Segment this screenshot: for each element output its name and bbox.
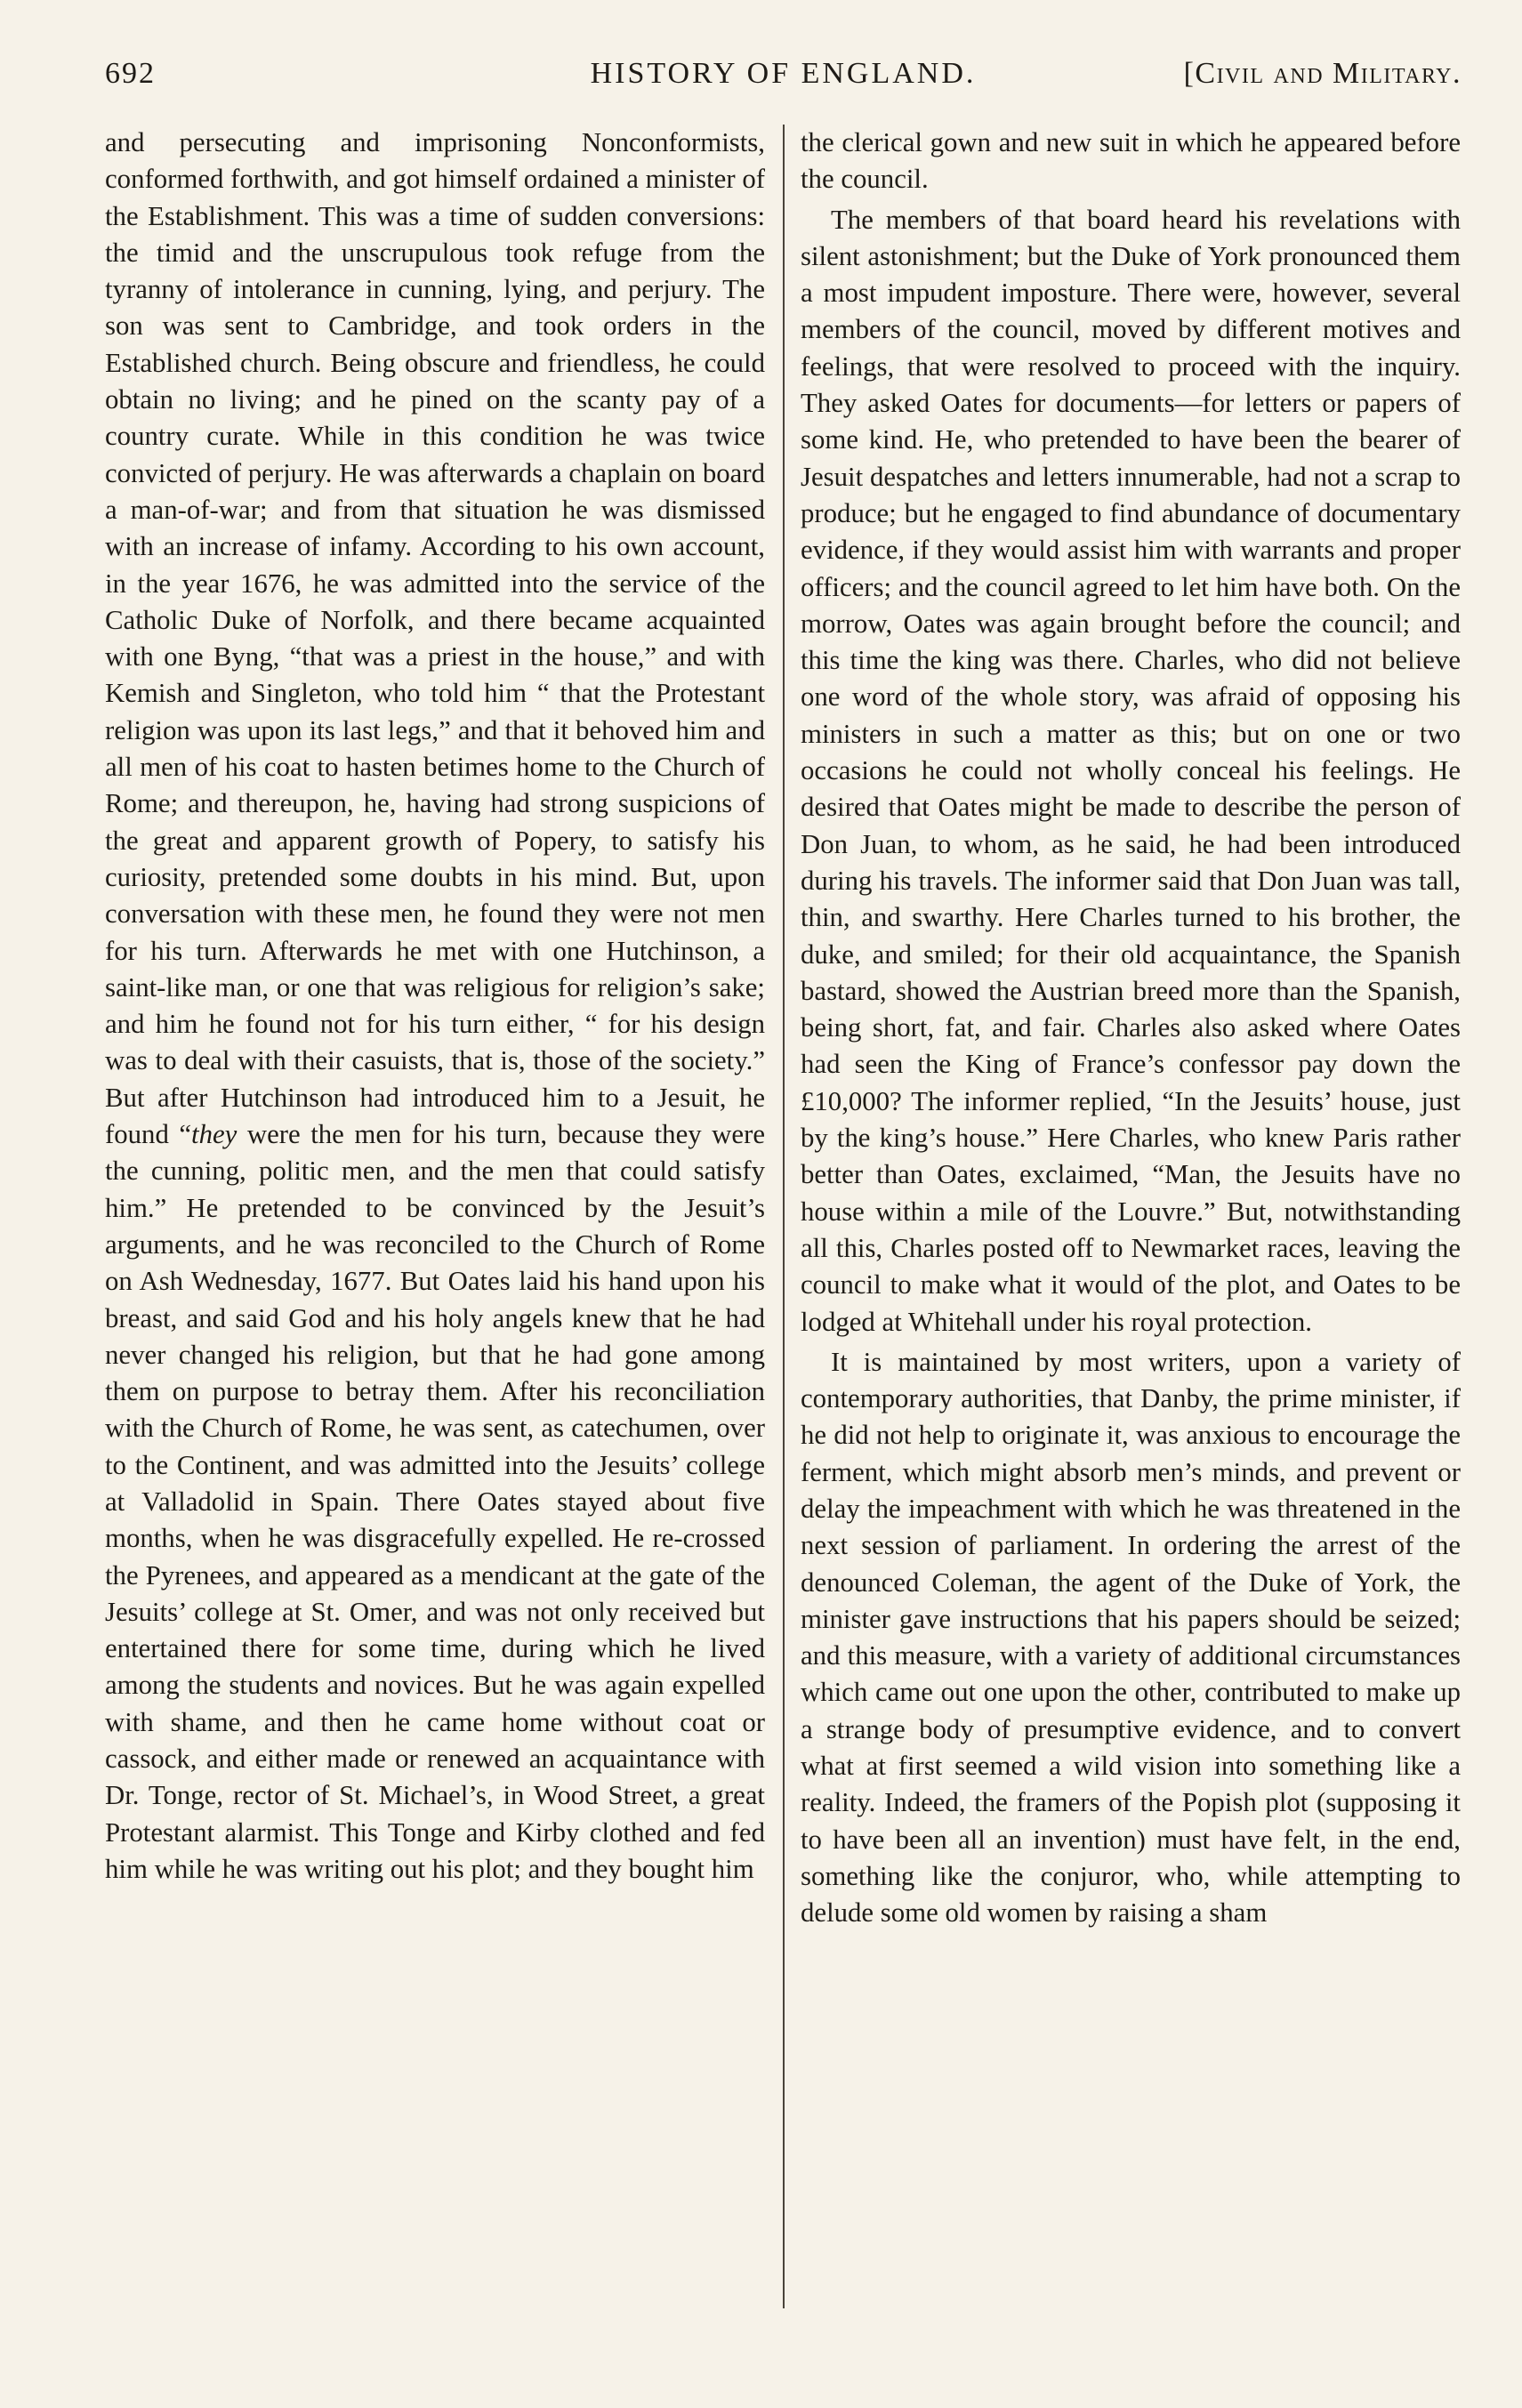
left-paragraph-1-text: and persecuting and imprisoning Nonconformists, conformed forthwith, and got himself ordained a minister of the Establishment. This was a time of sudden conversions: the timid and the unscrupulous took refuge from the tyranny of intolerance in cunning, lying, and perjury. The son was sent to Cambridge, and took orders in the Established church. Being obscure and friendless, he could obtain no living; and he pined on the scanty pay of a country curate. While in this condition he was twice convicted of perjury. He was afterwards a chaplain on board a man-of-war; and from that situation he was dismissed with an increase of infamy. According to his own account, in the year 1676, he was admitted into the service of the Catholic Duke of Norfolk, and there became acquainted with one Byng, “that was a priest in the house,” and with Kemish and Singleton, who told him “ that the Protestant religion was upon its last legs,” and that it behoved him and all men of his coat to hasten betimes home to the Church of Rome; and thereupon, he, having had strong suspicions of the great and apparent growth of Popery, to satisfy his curiosity, pretended some doubts in his mind. But, upon conversation with these men, he found they were not men for his turn. Afterwards he met with one Hutchinson, a saint-like man, or one that was religious for religion’s sake; and him he found not for his turn either, “ for his design was to deal with their casuists, that is, those of the society.” But after Hutchinson had introduced him to a Jesuit, he found “ bbox=[105, 127, 765, 1150]
right-column bbox=[801, 125, 1461, 1932]
right-paragraph-3: It is maintained by most writers, upon a variety of contemporary authorities, that Danby, the prime minister, if he did not help to originate it, was anxious to encourage the ferment, which might absorb men’s minds, and prevent or delay the impeachment with which he was threatened in the next session of parliament. In ordering the arrest of the denounced Coleman, the agent of the Duke of York, the minister gave instructions that his papers should be seized; and this measure, with a variety of additional circumstances which came out one upon the other, contributed to make up a strange body of presumptive evidence, and to convert what at first seemed a wild vision into something like a reality. Indeed, the framers of the Popish plot (supposing it to have been all an invention) must have felt, in the end, something like the conjuror, who, while attempting to delude some old women by raising a sham bbox=[801, 1346, 1461, 1929]
section-heading: [Civil and Military. bbox=[1183, 57, 1462, 90]
left-paragraph-1 bbox=[105, 125, 765, 1888]
running-title: HISTORY OF ENGLAND. bbox=[590, 57, 977, 90]
right-paragraph-1: the clerical gown and new suit in which he appeared before the council. bbox=[801, 127, 1461, 195]
running-header bbox=[105, 53, 1462, 98]
page-number: 692 bbox=[105, 57, 156, 90]
italic-they: they bbox=[191, 1119, 238, 1150]
left-column bbox=[105, 125, 765, 1888]
left-paragraph-1-continued: were the men for his turn, because they were the cunning, politic men, and the men that could satisfy him.” He pretended to be convinced by the Jesuit’s arguments, and he was reconciled to the Church of Rome on Ash Wednesday, 1677. But Oates laid his hand upon his breast, and said God and his holy angels knew that he had never changed his religion, but that he had gone among them on purpose to betray them. After his reconciliation with the Church of Rome, he was sent, as catechumen, over to the Continent, and was admitted into the Jesuits’ college at Valladolid in Spain. There Oates stayed about five months, when he was disgracefully expelled. He re-crossed the Pyrenees, and appeared as a mendicant at the gate of the Jesuits’ college at St. Omer, and was not only received but entertained there for some time, during which he lived among the students and novices. But he was again expelled with shame, and then he came home without coat or cassock, and either made or renewed an acquaintance with Dr. Tonge, rector of St. Michael’s, in Wood Street, a great Protestant alarmist. This Tonge and Kirby clothed and fed him while he was writing out his plot; and they bought him bbox=[105, 1119, 766, 1884]
right-paragraph-2: The members of that board heard his revelations with silent astonishment; but the Duke of York pronounced them a most impudent imposture. There were, however, several members of the council, moved by different motives and feelings, that were resolved to proceed with the inquiry. They asked Oates for documents—for letters or papers of some kind. He, who pretended to have been the bearer of Jesuit despatches and letters innumerable, had not a scrap to produce; but he engaged to find abundance of documentary evidence, if they would assist him with warrants and proper officers; and the council agreed to let him have both. On the morrow, Oates was again brought before the council; and this time the king was there. Charles, who did not believe one word of the whole story, was afraid of opposing his ministers in such a matter as this; but on one or two occasions he could not wholly conceal his feelings. He desired that Oates might be made to describe the person of Don Juan, to whom, as he said, he had been introduced during his travels. The informer said that Don Juan was tall, thin, and swarthy. Here Charles turned to his brother, the duke, and smiled; for their old acquaintance, the Spanish bastard, showed the Austrian breed more than the Spanish, being short, fat, and fair. Charles also asked where Oates had seen the King of France’s confessor pay down the £10,000? The informer replied, “In the Jesuits’ house, just by the king’s house.” Here Charles, who knew Paris rather better than Oates, exclaimed, “Man, the Jesuits have no house within a mile of the Louvre.” But, notwithstanding all this, Charles posted off to Newmarket races, leaving the council to make what it would of the plot, and Oates to be lodged at Whitehall under his royal protection. bbox=[801, 204, 1461, 1337]
column-divider bbox=[783, 125, 785, 2308]
